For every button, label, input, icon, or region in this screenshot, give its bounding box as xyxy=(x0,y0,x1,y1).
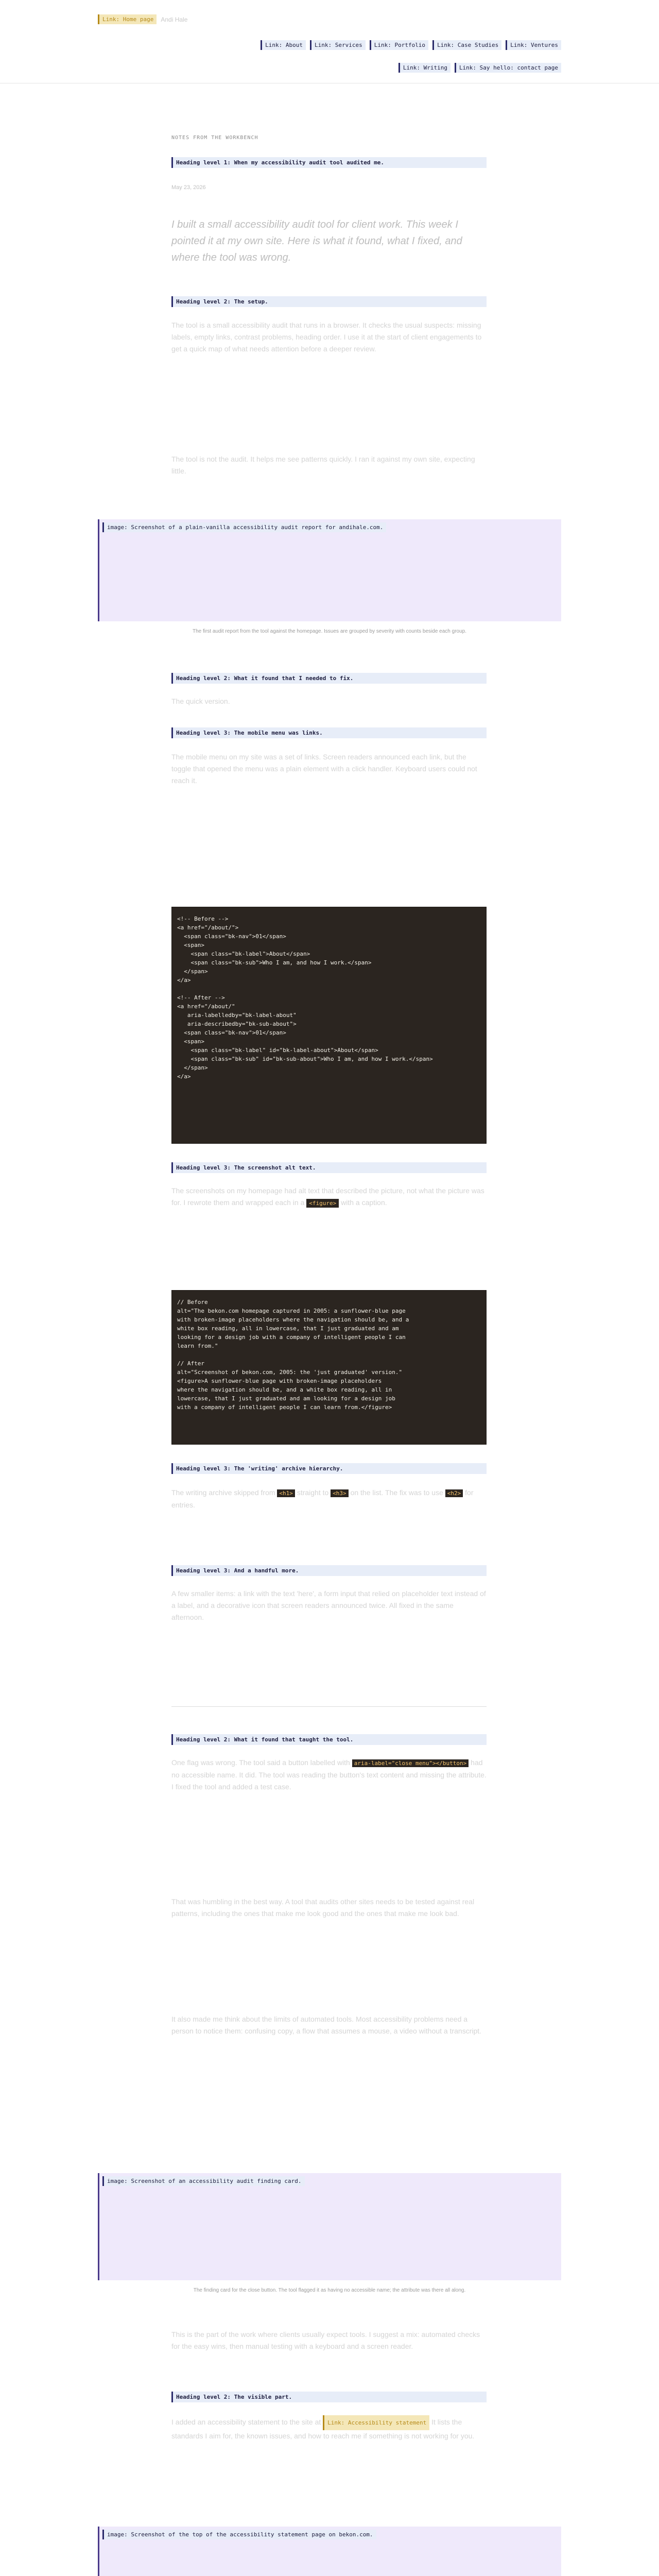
heading-setup: Heading level 2: The setup. xyxy=(171,296,487,307)
inline-code-h3: <h3> xyxy=(331,1489,349,1497)
found-lead: The quick version. xyxy=(171,697,230,705)
setup-paragraph-1: The tool is a small accessibility audit that runs in a browser. It checks the usual suspects: missing labels, empty links, contrast problems, heading order. I use it at the start of client engagements to get a quick map of what needs attention before a deeper review. xyxy=(171,321,482,353)
lede: I built a small accessibility audit tool for client work. This week I pointed it at my own site. Here is what it found, what I fixed, and where the tool was wrong. xyxy=(171,219,462,263)
nav-case-studies[interactable]: Link: Case Studies xyxy=(432,40,501,50)
brand xyxy=(98,14,187,24)
heading-hierarchy: Heading level 3: The 'writing' archive hierarchy. xyxy=(171,1463,487,1474)
taught-paragraph-3: It also made me think about the limits of automated tools. Most accessibility problems need a person to notice them: confusing copy, a flow that assumes a mouse, a video without a transcript. xyxy=(171,2015,482,2035)
setup-paragraph-2: The tool is not the audit. It helps me see patterns quickly. I ran it against my own site, expecting little. xyxy=(171,455,475,475)
post-date: May 23, 2026 xyxy=(171,184,206,191)
heading-taught: Heading level 2: What it found that taught the tool. xyxy=(171,1734,487,1745)
inline-code-figure: <figure> xyxy=(306,1199,339,1208)
figure-label: image: Screenshot of the top of the accessibility statement page on bekon.com. xyxy=(102,2530,376,2539)
eyebrow: NOTES FROM THE WORKBENCH xyxy=(171,135,258,141)
brand-name: Andi Hale xyxy=(161,15,188,23)
taught-paragraph-2: That was humbling in the best way. A tool that audits other sites needs to be tested against real patterns, including the ones that make me look good and the ones that make me look bad. xyxy=(171,1897,475,1918)
inline-code-h2: <h2> xyxy=(445,1489,463,1497)
site-header xyxy=(0,0,659,83)
heading-mobile-menu: Heading level 3: The mobile menu was links. xyxy=(171,727,487,738)
figure-label: image: Screenshot of a plain-vanilla accessibility audit report for andihale.com. xyxy=(102,522,386,532)
more-paragraph: A few smaller items: a link with the text 'here', a form input that relied on placeholder text instead of a label, and a decorative icon that screen readers announced twice. All fixed in the same afternoon. xyxy=(171,1589,486,1621)
nav-about[interactable]: Link: About xyxy=(261,40,306,50)
nav-portfolio[interactable]: Link: Portfolio xyxy=(370,40,428,50)
figure-statement-page xyxy=(98,2527,561,2576)
figure-finding-card xyxy=(98,2173,561,2280)
taught-paragraph-1: One flag was wrong. The tool said a button labelled with aria-label="close menu"></button> had no accessible name. It did. The tool was reading the button's text content and missing the attribute. I fixed the tool and added a test case. xyxy=(171,1758,487,1791)
nav-services[interactable]: Link: Services xyxy=(310,40,366,50)
inline-code-h1: <h1> xyxy=(277,1489,295,1497)
figure-caption: The finding card for the close button. The tool flagged it as having no accessible name; the attribute was there all along. xyxy=(193,2287,466,2293)
heading-more: Heading level 3: And a handful more. xyxy=(171,1565,487,1576)
figure-caption: The first audit report from the tool against the homepage. Issues are grouped by severity with counts beside each group. xyxy=(193,629,466,634)
heading-found: Heading level 2: What it found that I needed to fix. xyxy=(171,673,487,684)
inline-code-aria: aria-label="close menu"></button> xyxy=(352,1759,469,1767)
after-figure-paragraph: This is the part of the work where clients usually expect tools. I suggest a mix: automated checks for the easy wins, then manual testing with a keyboard and a screen reader. xyxy=(171,2330,480,2350)
heading-visible: Heading level 2: The visible part. xyxy=(171,2392,487,2402)
figure-label: image: Screenshot of an accessibility audit finding card. xyxy=(102,2176,305,2186)
home-link[interactable]: Link: Home page xyxy=(98,14,157,24)
nav-contact[interactable]: Link: Say hello: contact page xyxy=(455,63,561,73)
hierarchy-paragraph: The writing archive skipped from <h1> straight to <h3> on the list. The fix was to use <h2> for entries. xyxy=(171,1488,474,1509)
nav-ventures[interactable]: Link: Ventures xyxy=(506,40,561,50)
secondary-nav xyxy=(398,63,561,73)
main-nav xyxy=(261,40,561,50)
article-title: Heading level 1: When my accessibility audit tool audited me. xyxy=(171,157,487,168)
accessibility-statement-link[interactable]: Link: Accessibility statement xyxy=(323,2415,429,2430)
code-block-alt: // Before alt="The bekon.com homepage captured in 2005: a sunflower-blue page with broken-image placeholders where the navigation should be, and a white box reading, all in lowercase, that I just graduated and am looking for a design job with a company of intelligent people I can learn from." // After alt="Screenshot of bekon.com, 2005: the 'just graduated' version." <figure>A sunflower-blue page with broken-image placeholders where the navigation should be, and a white box reading, all in lowercase, that I just graduated and am looking for a design job with a company of intelligent people I can learn from.</figure> xyxy=(171,1290,487,1445)
alt-paragraph: The screenshots on my homepage had alt text that described the picture, not what the picture was for. I rewrote them and wrapped each in a <figure> with a caption. xyxy=(171,1187,484,1207)
nav-writing[interactable]: Link: Writing xyxy=(398,63,450,73)
section-divider xyxy=(171,1706,487,1707)
figure-audit-report xyxy=(98,519,561,621)
code-block-menu: <!-- Before --> <a href="/about/"> <span class="bk-nav">01</span> <span> <span class="bk-label">About</span> <span class="bk-sub">Who I am, and how I work.</span> </span> </a> <!-- After --> <a href="/about/" aria-labelledby="bk-label-about" aria-describedby="bk-sub-about"> <span class="bk-nav">01</span> <span> <span class="bk-label" id="bk-label-about">About</span> <span class="bk-sub" id="bk-sub-about">Who I am, and how I work.</span> </span> </a> xyxy=(171,907,487,1144)
visible-paragraph: I added an accessibility statement to the site at Link: Accessibility statement It lists the standards I aim for, the known issues, and how to reach me if something is not working for you. xyxy=(171,2415,487,2442)
menu-paragraph: The mobile menu on my site was a set of links. Screen readers announced each link, but the toggle that opened the menu was a plain element with a click handler. Keyboard users could not reach it. xyxy=(171,753,477,785)
heading-alt-text: Heading level 3: The screenshot alt text. xyxy=(171,1162,487,1173)
